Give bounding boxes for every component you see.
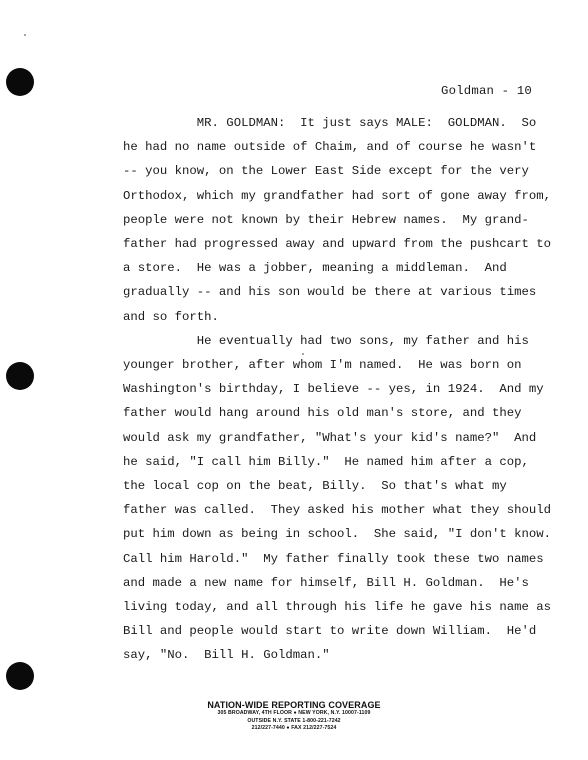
transcript-line: Washington's birthday, I believe -- yes, in 1924. And my: [123, 382, 544, 397]
transcript-line: Orthodox, which my grandfather had sort of gone away from,: [123, 188, 552, 203]
transcript-line: the local cop on the beat, Billy. So that's what my: [123, 479, 507, 493]
binder-hole-bottom: [6, 662, 34, 690]
transcript-line: say, "No. Bill H. Goldman.": [123, 648, 330, 663]
footer-title: NATION-WIDE REPORTING COVERAGE: [207, 700, 381, 710]
page-header: Goldman - 10: [441, 84, 532, 98]
transcript-line: a store. He was a jobber, meaning a middleman. And: [123, 261, 507, 276]
reporting-footer: [0, 700, 588, 733]
transcript-line: father was called. They asked his mother what they should: [123, 503, 552, 518]
transcript-line: and made a new name for himself, Bill H. Goldman. He's: [123, 575, 529, 590]
transcript-line: would ask my grandfather, "What's your kid's name?" And: [123, 430, 537, 445]
transcript-line: put him down as being in school. She said, "I don't know.: [123, 527, 552, 542]
transcript-line: He eventually had two sons, my father and his: [123, 333, 529, 348]
transcript-line: Bill and people would start to write down William. He'd: [123, 624, 537, 639]
transcript-line: father had progressed away and upward from the pushcart to: [123, 237, 552, 251]
paper-speck: [24, 34, 26, 36]
transcript-line: he had no name outside of Chaim, and of course he wasn't: [123, 140, 537, 155]
transcript-line: people were not known by their Hebrew names. My grand-: [123, 212, 529, 227]
transcript-line: he said, "I call him Billy." He named him after a cop,: [123, 454, 529, 469]
transcript-line: Call him Harold." My father finally took these two names: [123, 551, 544, 566]
transcript-line: and so forth.: [123, 309, 219, 324]
transcript-line: father would hang around his old man's store, and they: [123, 406, 522, 421]
paper-speck: [302, 353, 304, 355]
footer-tollfree: OUTSIDE N.Y. STATE 1-800-221-7242: [247, 717, 341, 724]
footer-address: 305 BROADWAY, 4TH FLOOR ● NEW YORK, N.Y. 10007-1109: [217, 710, 371, 716]
transcript-line: gradually -- and his son would be there at various times: [123, 285, 537, 300]
transcript-line: -- you know, on the Lower East Side except for the very: [123, 164, 529, 179]
transcript-line: younger brother, after whom I'm named. He was born on: [123, 358, 522, 372]
transcript-line: MR. GOLDMAN: It just says MALE: GOLDMAN. So: [123, 116, 537, 130]
binder-hole-middle: [6, 362, 34, 390]
binder-hole-top: [6, 68, 34, 96]
footer-phone-fax: 212/227-7440 ● FAX 212/227-7524: [251, 725, 337, 731]
transcript-line: living today, and all through his life he gave his name as: [123, 600, 552, 614]
